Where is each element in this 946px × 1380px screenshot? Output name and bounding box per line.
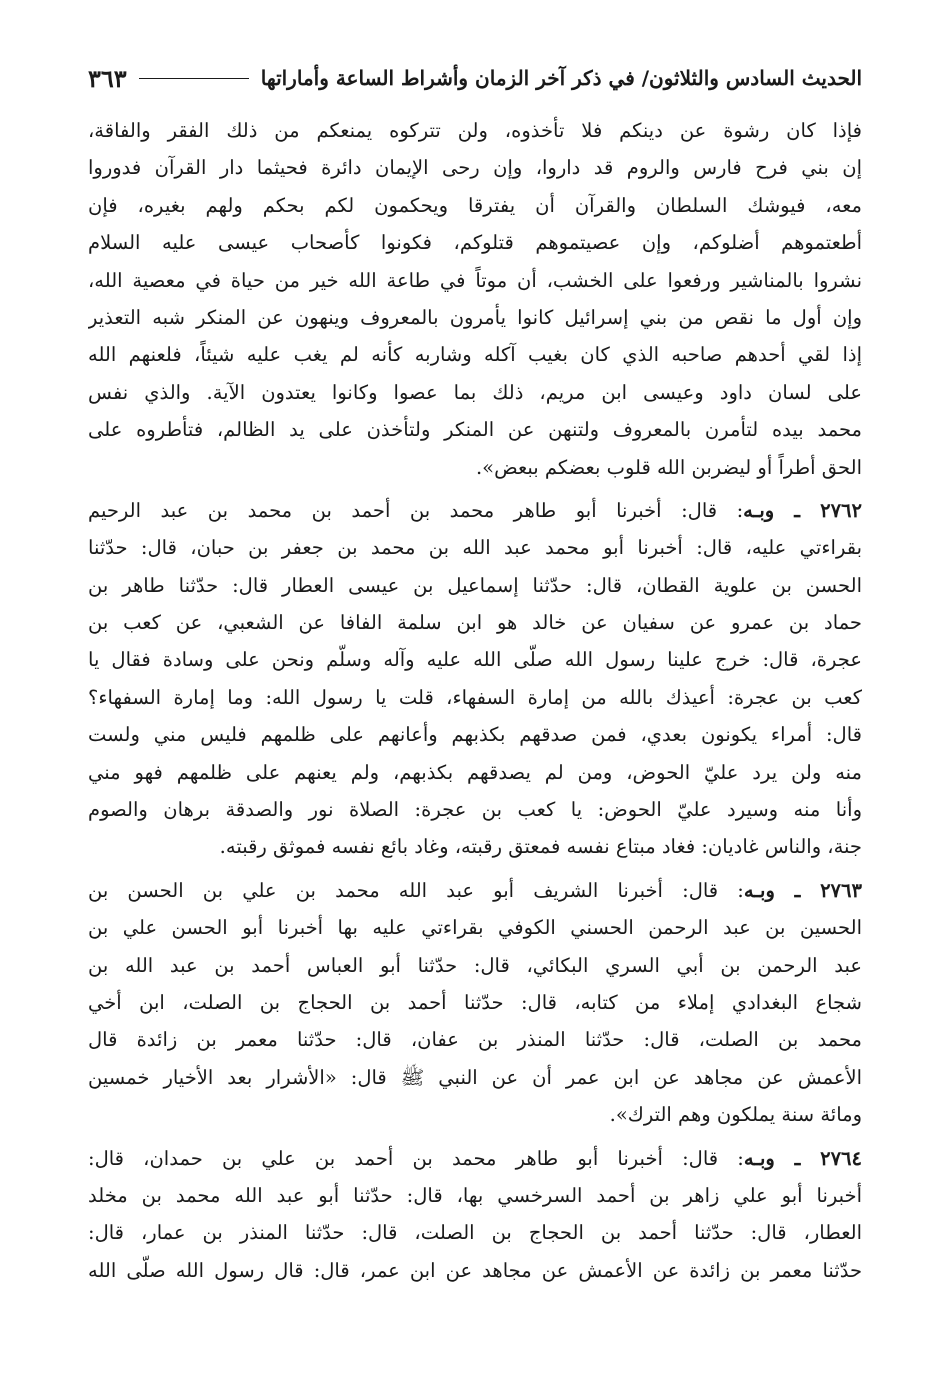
running-header (88, 58, 862, 98)
header-rule (139, 78, 249, 79)
text-line: على لسان داود وعيسى ابن مريم، ذلك بما عصوا وكانوا يعتدون الآية. والذي نفس (88, 380, 862, 404)
hadith-number: ٢٧٦٣ ـ وبـه (743, 878, 862, 902)
text-line: وإن أول ما نقص من بني إسرائيل كانوا يأمرون بالمعروف وينهون عن المنكر شبه التعذير (88, 305, 862, 329)
text-line: الحسن بن علوية القطان، قال: حدّثنا إسماعيل بن عيسى العطار قال: حدّثنا طاهر بن (88, 573, 862, 597)
hadith-number: ٢٧٦٤ ـ وبـه (743, 1146, 862, 1170)
text-segment: : قال: أخبرنا أبو طاهر محمد بن أحمد بن علي بن حمدان، قال: (88, 1146, 744, 1170)
text-line: محمد بن الصلت، قال: حدّثنا المنذر بن عفان، قال: حدّثنا معمر بن زائدة قال (88, 1028, 862, 1052)
paragraph-continuation (88, 112, 862, 486)
text-line: جنة، والناس غاديان: فغاد مبتاع نفسه فمعتق رقبته، وغاد بائع نفسه فموثق رقبته. (219, 835, 862, 859)
page-number: ٣٦٣ (88, 63, 127, 93)
text-line: إذا لقي أحدهم صاحبه الذي كان بغيب آكله وشاربه كأنه لم يغب عليه شيئاً، فلعنهم الله (88, 343, 862, 367)
hadith-2764 (88, 1140, 862, 1290)
text-line: عجرة، قال: خرج علينا رسول الله صلّى الله عليه وآله وسلّم ونحن على وسادة فقال يا (88, 648, 862, 672)
text-line (88, 872, 862, 909)
text-line: وأنا منه وسيرد عليّ الحوض: يا كعب بن عجرة: الصلاة نور والصدقة برهان والصوم (88, 798, 862, 822)
page-body (88, 112, 862, 1289)
text-line: منه ولن يرد عليّ الحوض، ومن لم يصدقهم بكذبهم، ولم يعنهم على ظلمهم فهو مني (88, 760, 862, 784)
text-line: ومائة سنة يملكون وهم الترك». (609, 1103, 862, 1127)
text-line: الأعمش عن مجاهد عن ابن عمر أن عن النبي ﷺ قال: «الأشرار بعد الأخيار خمسين (88, 1065, 862, 1089)
hadith-2763 (88, 872, 862, 1134)
text-line: حدّثنا معمر بن زائدة عن الأعمش عن مجاهد عن ابن عمر، قال: قال رسول الله صلّى الله (88, 1258, 862, 1282)
text-line: معه، فيوشك السلطان والقرآن أن يفترقا ويحكمون لكم بحكم ولهم بغيره، فإن (88, 193, 862, 217)
text-line: نشروا بالمناشير ورفعوا على الخشب، أن موتاً في طاعة الله خير من حياة في معصية الله، (88, 268, 862, 292)
header-title: الحديث السادس والثلاثون/ في ذكر آخر الزمان وأشراط الساعة وأماراتها (260, 66, 862, 90)
text-segment: : قال: أخبرنا الشريف أبو عبد الله محمد بن علي بن الحسن بن (88, 878, 744, 902)
text-segment: : قال: أخبرنا أبو طاهر محمد بن أحمد بن محمد بن عبد الرحيم (88, 498, 744, 522)
text-line: كعب بن عجرة: أعيذك بالله من إمارة السفهاء، قلت يا رسول الله: وما إمارة السفهاء؟ (88, 685, 862, 709)
text-line: بقراءتي عليه، قال: أخبرنا أبو محمد عبد الله بن محمد بن جعفر بن حبان، قال: حدّثنا (88, 536, 862, 560)
text-line: أخبرنا أبو علي زاهر بن أحمد السرخسي بها، قال: حدّثنا أبو عبد الله محمد بن مخلد (88, 1183, 862, 1207)
text-line: الحق أطراً أو ليضربن الله قلوب بعضكم ببعض». (475, 455, 862, 479)
text-line: الحسين بن عبد الرحمن الحسني الكوفي بقراءتي عليه بها أخبرنا أبو الحسن علي بن (88, 916, 862, 940)
hadith-2762 (88, 492, 862, 866)
text-line: فإذا كان رشوة عن دينكم فلا تأخذوه، ولن تتركوه يمنعكم من ذلك الفقر والفاقة، (88, 119, 862, 142)
text-line: أطعتموهم أضلوكم، وإن عصيتموهم قتلوكم، فكونوا كأصحاب عيسى عليه السلام (88, 231, 862, 255)
text-line: عبد الرحمن بن أبي السري البكائي، قال: حدّثنا أبو العباس أحمد بن عبد الله بن (88, 953, 862, 977)
text-line (88, 492, 862, 529)
text-line: شجاع البغدادي إملاء من كتابه، قال: حدّثنا أحمد بن الحجاج بن الصلت، ابن أخي (88, 990, 862, 1014)
text-line: محمد بيده لتأمرن بالمعروف ولتنهن عن المنكر ولتأخذن على يد الظالم، فتأطروه على (88, 418, 862, 442)
text-line: العطار، قال: حدّثنا أحمد بن الحجاج بن الصلت، قال: حدّثنا المنذر بن عمار، قال: (88, 1221, 862, 1245)
text-line: قال: أمراء يكونون بعدي، فمن صدقهم بكذبهم وأعانهم على ظلمهم فليس مني ولست (88, 723, 862, 747)
hadith-number: ٢٧٦٢ ـ وبـه (743, 498, 862, 522)
text-line: حماد بن عمرو عن سفيان عن خالد هو ابن سلمة الفافا عن الشعبي، عن كعب بن (88, 611, 862, 635)
text-line (88, 1140, 862, 1177)
text-line: إن بني فرح فارس والروم قد داروا، وإن رحى الإيمان دائرة فحيثما دار القرآن فدوروا (88, 156, 862, 180)
